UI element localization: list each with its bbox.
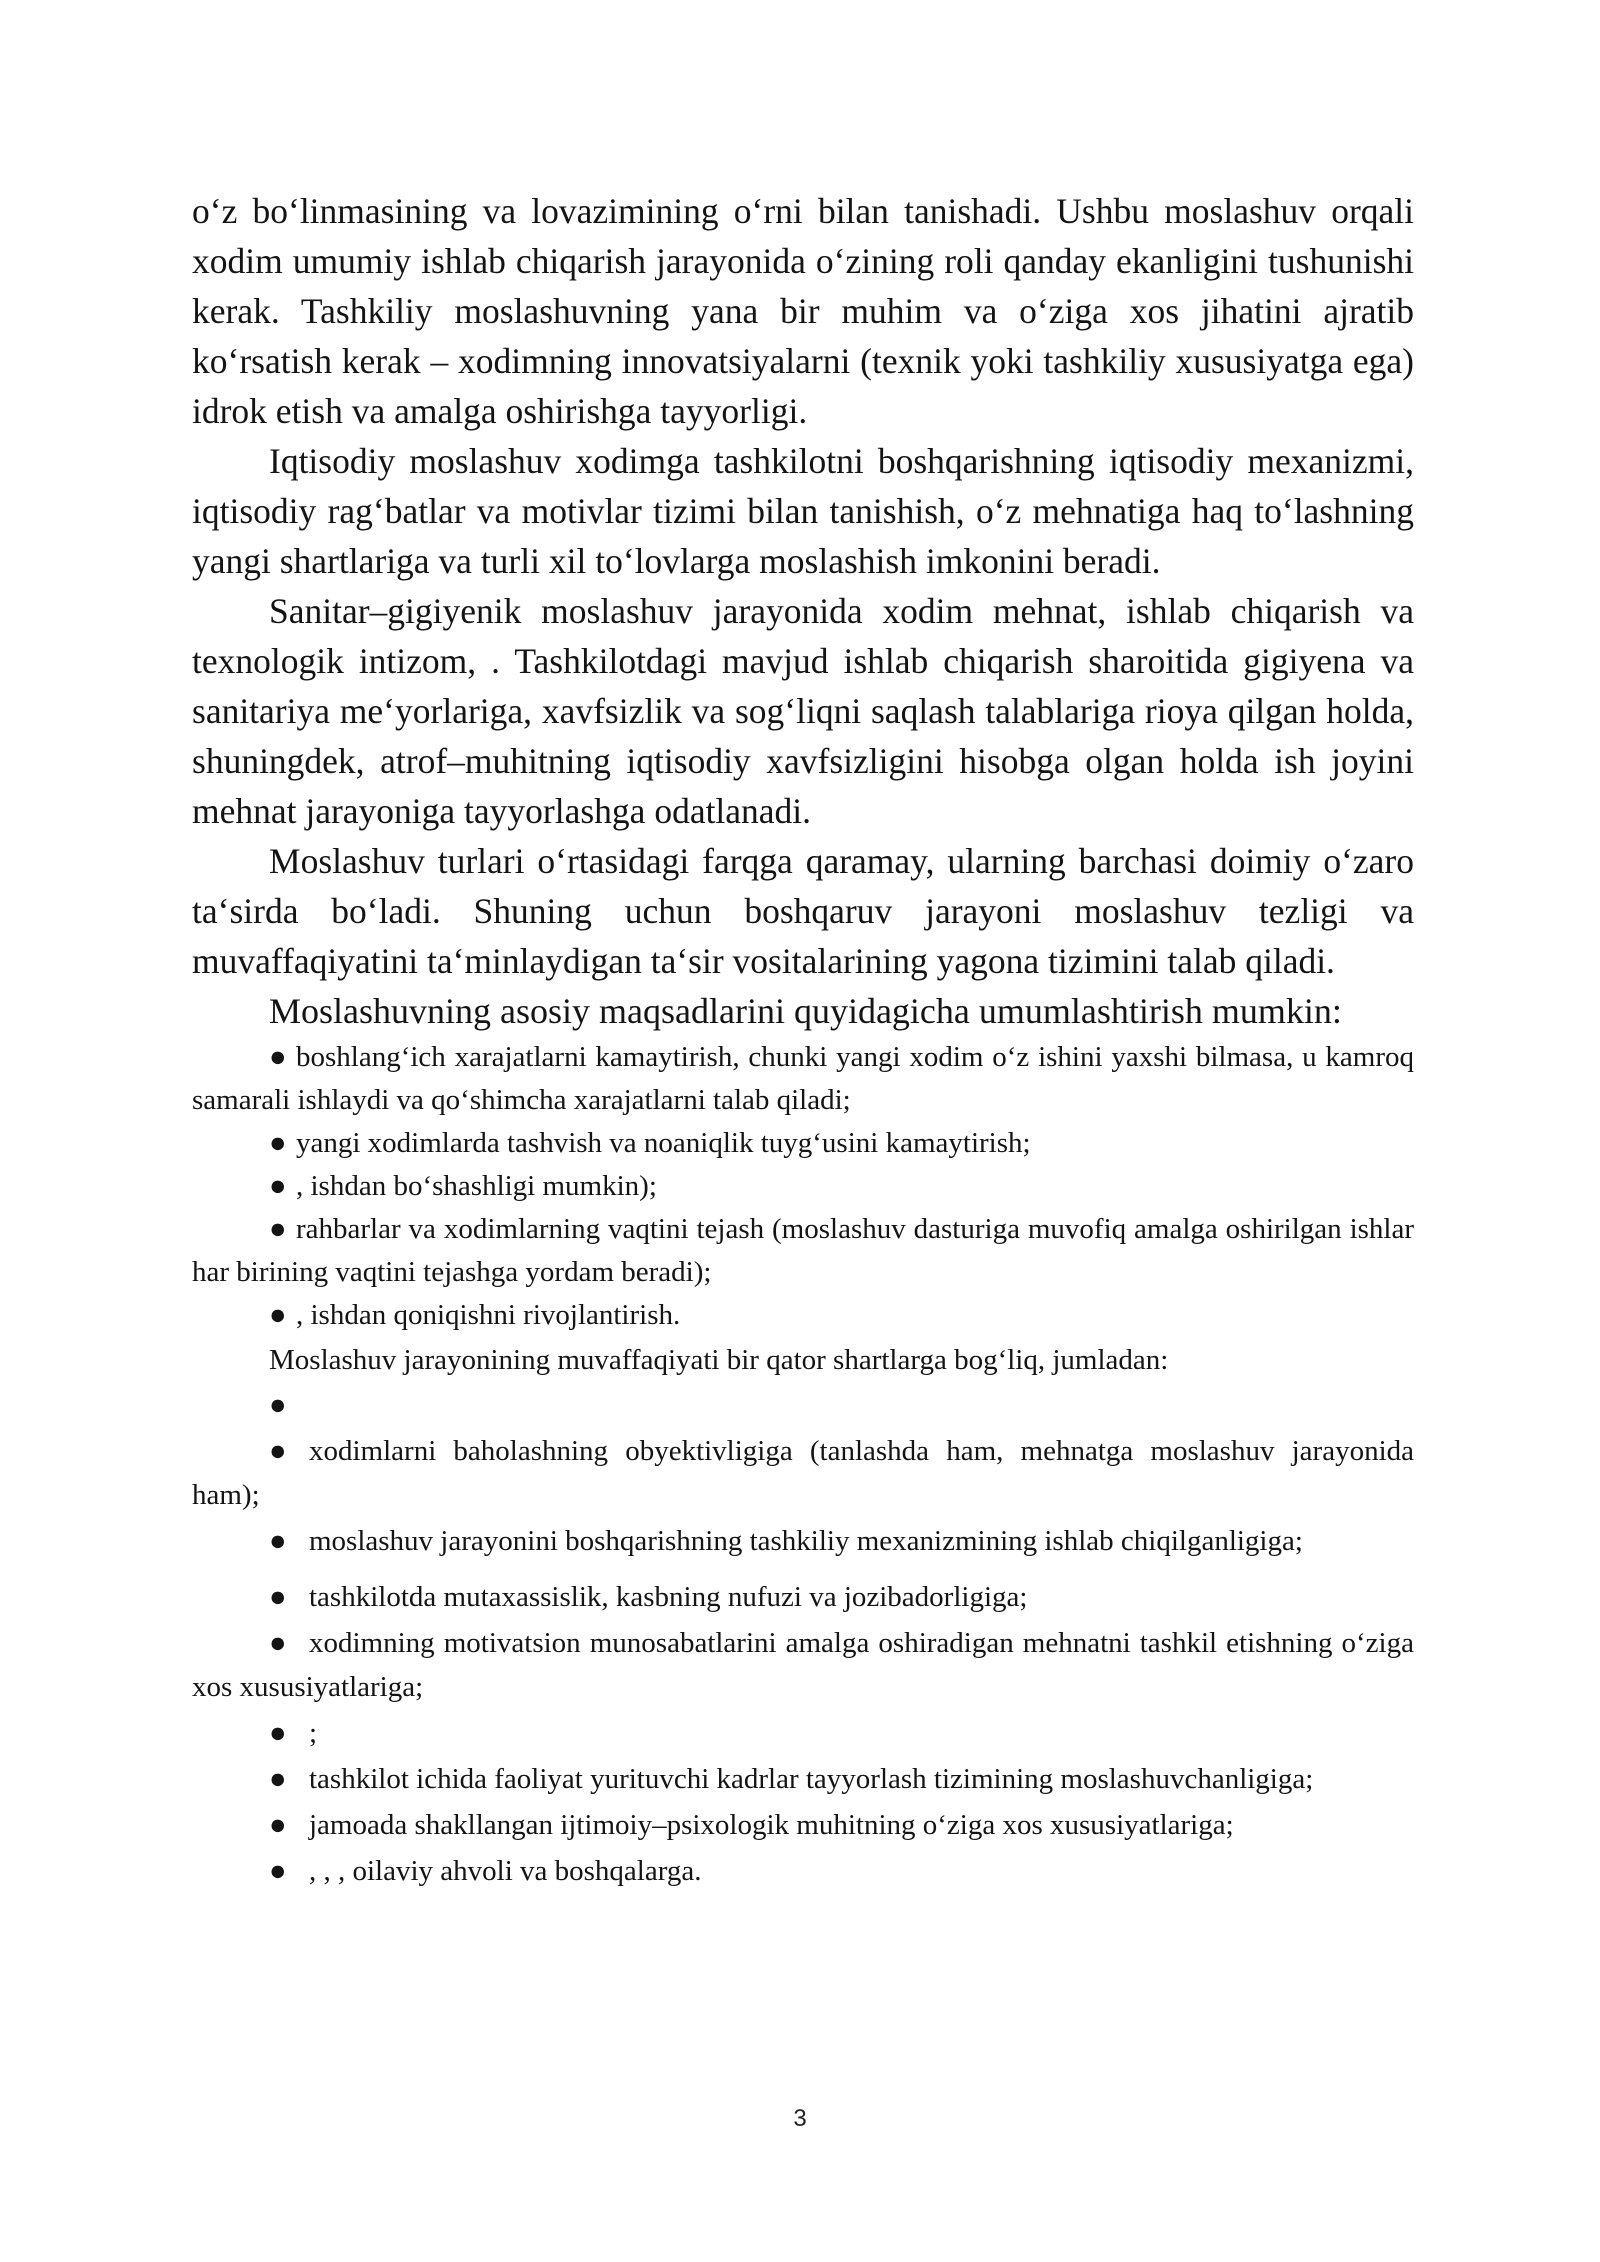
paragraph-adaptation-types: Moslashuv turlari o‘rtasidagi farqga qaramay, ularning barchasi doimiy o‘zaro ta‘sirda bo‘ladi. Shuning uchun boshqaruv jarayoni moslashuv tezligi va muvaffaqiyatini ta‘minlaydigan ta‘sir vositalarining yagona tizimini talab qiladi. [192, 841, 1414, 981]
list-item-text: jamoada shakllangan ijtimoiy–psixologik muhitning o‘ziga xos xususiyatlariga; [309, 1809, 1234, 1841]
bullet-icon: ● [269, 1581, 287, 1613]
goals-list [192, 1036, 1414, 1337]
list-item [192, 1165, 1414, 1208]
list-item [192, 1757, 1414, 1801]
list-item-text: ; [309, 1717, 318, 1749]
list-item-text: , ishdan qoniqishni rivojlantirish. [296, 1299, 681, 1331]
bullet-icon: ● [269, 1525, 287, 1557]
list-item-text: tashkilotda mutaxassislik, kasbning nufuzi va jozibadorligiga; [309, 1581, 1028, 1613]
list-item-text: yangi xodimlarda tashvish va noaniqlik tuyg‘usini kamaytirish; [296, 1127, 1031, 1159]
list-item [192, 1208, 1414, 1294]
list-item [192, 1803, 1414, 1847]
bullet-icon: ● [269, 1127, 287, 1159]
list-item-text: xodimning motivatsion munosabatlarini amalga oshiradigan mehnatni tashkil etishning o‘ziga xos xususiyatlariga; [192, 1627, 1414, 1703]
bullet-icon: ● [269, 1041, 287, 1073]
bullet-icon: ● [269, 1170, 287, 1202]
conditions-intro: Moslashuv jarayonining muvaffaqiyati bir qator shartlarga bog‘liq, jumladan: [269, 1344, 1169, 1376]
paragraph-organizational-adaptation: o‘z bo‘linmasining va lovazimining o‘rni bilan tanishadi. Ushbu moslashuv orqali xodim umumiy ishlab chiqarish jarayonida o‘zining roli qanday ekanligini tushunishi kerak. Tashkiliy moslashuvning yana bir muhim va o‘ziga xos jihatini ajratib ko‘rsatish kerak – xodimning innovatsiyalarni (texnik yoki tashkiliy xususiyatga ega) idrok etish va amalga oshirishga tayyorligi. [192, 191, 1414, 431]
bullet-icon: ● [269, 1763, 287, 1795]
list-item [192, 1519, 1414, 1563]
paragraph-sanitary-adaptation: Sanitar–gigiyenik moslashuv jarayonida xodim mehnat, ishlab chiqarish va texnologik intizom, . Tashkilotdagi mavjud ishlab chiqarish sharoitida gigiyena va sanitariya me‘yorlariga, xavfsizlik va sog‘liqni saqlash talablariga rioya qilgan holda, shuningdek, atrof–muhitning iqtisodiy xavfsizligini hisobga olgan holda ish joyini mehnat jarayoniga tayyorlashga odatlanadi. [192, 591, 1414, 831]
conditions-list [192, 1383, 1414, 1893]
bullet-icon: ● [269, 1389, 287, 1421]
bullet-icon: ● [269, 1299, 287, 1331]
list-item-text: , ishdan bo‘shashligi mumkin); [296, 1170, 657, 1202]
list-item [192, 1429, 1414, 1517]
list-item [192, 1383, 1414, 1427]
bullet-icon: ● [269, 1627, 287, 1659]
bullet-icon: ● [269, 1717, 287, 1749]
goals-intro: Moslashuvning asosiy maqsadlarini quyidagicha umumlashtirish mumkin: [269, 991, 1342, 1031]
list-item [192, 1122, 1414, 1165]
list-item-text: boshlang‘ich xarajatlarni kamaytirish, chunki yangi xodim o‘z ishini yaxshi bilmasa, u kamroq samarali ishlaydi va qo‘shimcha xarajatlarni talab qiladi; [192, 1041, 1414, 1116]
bullet-icon: ● [269, 1855, 287, 1887]
document-page [192, 186, 1414, 1895]
list-item [192, 1621, 1414, 1709]
list-item-text: , , , oilaviy ahvoli va boshqalarga. [309, 1855, 702, 1887]
list-item [192, 1711, 1414, 1755]
paragraph-economic-adaptation: Iqtisodiy moslashuv xodimga tashkilotni boshqarishning iqtisodiy mexanizmi, iqtisodiy rag‘batlar va motivlar tizimi bilan tanishish, o‘z mehnatiga haq to‘lashning yangi shartlariga va turli xil to‘lovlarga moslashish imkonini beradi. [192, 441, 1414, 581]
list-item-text: xodimlarni baholashning obyektivligiga (tanlashda ham, mehnatga moslashuv jarayonida ham); [192, 1435, 1414, 1511]
list-item [192, 1575, 1414, 1619]
list-item-text: tashkilot ichida faoliyat yurituvchi kadrlar tayyorlash tizimining moslashuvchanligiga; [309, 1763, 1314, 1795]
list-item [192, 1294, 1414, 1337]
list-item-text: rahbarlar va xodimlarning vaqtini tejash (moslashuv dasturiga muvofiq amalga oshirilgan ishlar har birining vaqtini tejashga yordam beradi); [192, 1213, 1414, 1288]
bullet-icon: ● [269, 1213, 287, 1245]
bullet-icon: ● [269, 1809, 287, 1841]
list-item [192, 1849, 1414, 1893]
list-item [192, 1036, 1414, 1122]
bullet-icon: ● [269, 1435, 287, 1467]
list-item-text: moslashuv jarayonini boshqarishning tashkiliy mexanizmining ishlab chiqilganligiga; [309, 1525, 1303, 1557]
page-number: 3 [793, 2105, 807, 2132]
